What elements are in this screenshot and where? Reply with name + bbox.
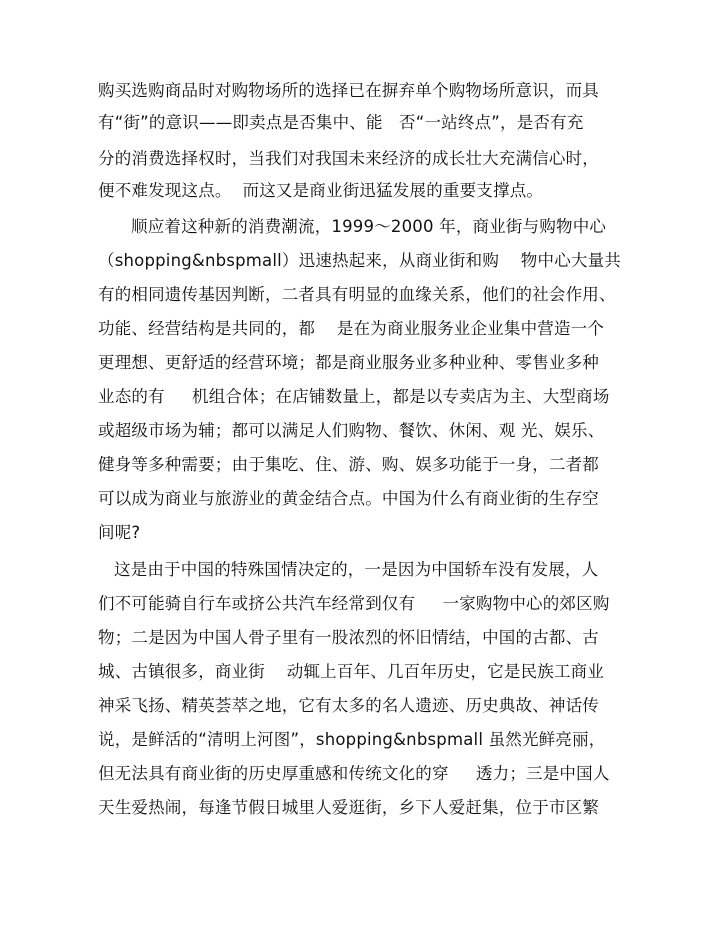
- text-line-8: 功能、经营结构是共同的，都 是在为商业服务业企业集中营造一个: [98, 319, 605, 338]
- text-line-20: 说，是鲜活的“清明上河图”，shopping&nbspmall 虽然光鲜亮丽，: [98, 730, 606, 749]
- text-line-22: 天生爱热闹，每逢节假日城里人爱逛街，乡下人爱赶集，位于市区繁: [98, 798, 599, 817]
- text-line-7: 有的相同遗传基因判断，二者具有明显的血缘关系，他们的社会作用、: [98, 285, 616, 304]
- text-line-11: 或超级市场为辅；都可以满足人们购物、餐饮、休闲、观 光、娱乐、: [98, 421, 605, 440]
- text-line-14: 间呢?: [98, 523, 141, 542]
- text-line-5: 顺应着这种新的消费潮流，1999～2000 年，商业街与购物中心: [131, 217, 607, 236]
- text-line-19: 神采飞扬、精英荟萃之地，它有太多的名人遗迹、历史典故、神话传: [98, 696, 599, 715]
- text-line-12: 健身等多种需要；由于集吃、住、游、购、娱多功能于一身，二者都: [98, 455, 599, 474]
- text-line-10: 业态的有 机组合体；在店铺数量上，都是以专卖店为主、大型商场: [98, 387, 610, 406]
- text-line-21: 但无法具有商业街的历史厚重感和传统文化的穿 透力；三是中国人: [98, 764, 610, 783]
- text-line-15: 这是由于中国的特殊国情决定的，一是因为中国轿车没有发展，人: [114, 560, 599, 579]
- text-line-17: 物；二是因为中国人骨子里有一股浓烈的怀旧情结，中国的古都、古: [98, 628, 599, 647]
- text-line-2: 有“街”的意识——即卖点是否集中、能 否“一站终点”，是否有充: [98, 113, 584, 132]
- text-line-1: 购买选购商品时对购物场所的选择已在摒弃单个购物场所意识，而具: [98, 81, 599, 100]
- text-line-9: 更理想、更舒适的经营环境；都是商业服务业多种业种、零售业多种: [98, 353, 599, 372]
- text-line-6: （shopping&nbspmall）迅速热起来，从商业街和购 物中心大量共: [98, 251, 622, 270]
- text-line-3: 分的消费选择权时，当我们对我国未来经济的成长壮大充满信心时，: [98, 149, 599, 168]
- text-line-13: 可以成为商业与旅游业的黄金结合点。中国为什么有商业街的生存空: [98, 489, 599, 508]
- text-line-4: 便不难发现这点。 而这又是商业街迅猛发展的重要支撑点。: [98, 181, 544, 200]
- text-line-18: 城、古镇很多，商业街 动辄上百年、几百年历史，它是民族工商业: [98, 662, 605, 681]
- text-line-16: 们不可能骑自行车或挤公共汽车经常到仅有 一家购物中心的郊区购: [98, 594, 610, 613]
